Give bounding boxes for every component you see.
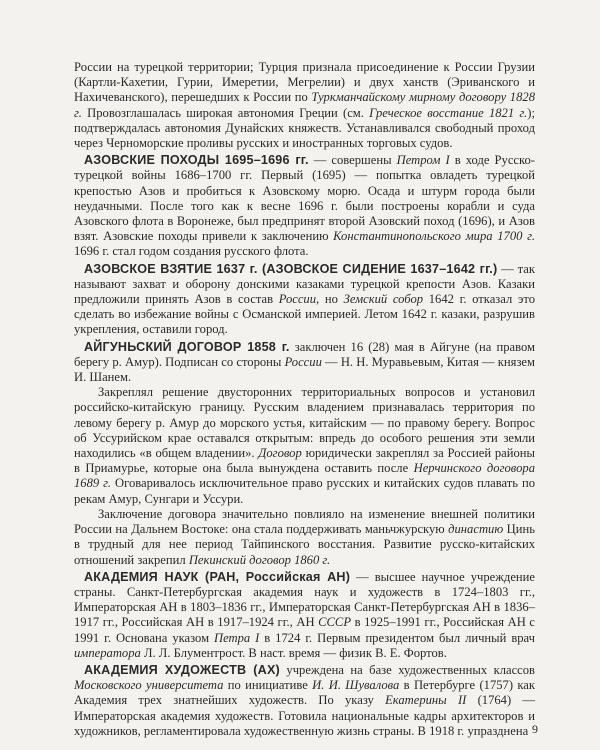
text-run: — Н. Н. Муравьевым, Китая — князем И. Шанем. (74, 354, 535, 385)
paragraph (74, 60, 535, 151)
text-run: 1642 г. отказал это сделать во избежание войны с Османской империей. Летом 1642 г. казаки, разрушив укрепления, оставили город. (74, 292, 535, 337)
entry-headword: АЗОВСКИЕ ПОХОДЫ 1695–1696 гг. (84, 153, 309, 168)
italic-reference: Пекинский договор 1860 г. (188, 552, 331, 567)
italic-reference: России (284, 354, 322, 369)
text-run: (1764) — Императорская академия художеств. Готовила национальные кадры архитекторов и художников, регламентировала художественную жизнь страны. В 1918 г. упразднена (74, 693, 535, 738)
italic-reference: И. И. Шувалова (312, 678, 400, 693)
paragraph (74, 385, 535, 507)
text-run: Л. Л. Блументрост. В наст. время — физик В. Е. Фортов. (140, 645, 447, 660)
text-run: Закреплял решение двусторонних территориальных вопросов и установил российско-китайскую границу. Русским владением признавалась территория по левому берегу р. Амур до морского устья, китайским — по правому берегу. Вопрос об Уссурийском крае оставался открытым: впредь до особого решения эти земли находились «в общем владении». (74, 385, 535, 461)
italic-reference: Нерчинского договора 1689 г. (74, 461, 535, 491)
italic-reference: Земский собор (343, 292, 424, 307)
page-text (74, 60, 535, 739)
page-number: 9 (532, 722, 538, 736)
text-run: — совершены (308, 153, 397, 168)
text-run: , но (316, 292, 344, 307)
text-run: — высшее научное учреждение страны. Санкт-Петербургская академия наук и художеств в 1724–1803 гг., Императорская АН в 1803–1836 гг., Императорская Санкт-Петербургская АН в 1836–1917 гг., Российская АН в 1917–1924 гг., АН (74, 569, 535, 630)
italic-reference: Греческое восстание 1821 г. (369, 105, 528, 120)
text-run: Цинь в трудный для нее период Тайпинского восстания. Развитие русско-китайских отношений закрепил (74, 522, 535, 567)
text-run: — так называют захват и оборону донскими казаками турецкой крепости Азов. Казаки предложили принять Азов в состав (74, 261, 535, 307)
dictionary-entry (74, 153, 535, 259)
text-run: Заключение договора значительно повлияло на изменение внешней политики России на Дальнем Востоке: она стала поддерживать маньчжурскую (74, 506, 535, 537)
italic-reference: России (278, 292, 317, 307)
text-run: юридически закреплял за Россией районы в Приамурье, которые она была вынуждена оставить после (74, 446, 535, 476)
entry-headword: АЙГУНЬСКИЙ ДОГОВОР 1858 г. (84, 339, 290, 354)
entry-headword: АЗОВСКОЕ ВЗЯТИЕ 1637 г. (АЗОВСКОЕ СИДЕНИЕ 1637–1642 гг.) (84, 261, 498, 276)
paragraph (74, 507, 535, 568)
italic-reference: СССР (318, 615, 352, 630)
text-run: в 1925–1991 гг., Российская АН с 1991 г. Основана указом (74, 615, 535, 645)
italic-reference: Петром I (396, 153, 450, 168)
text-run: по инициативе (223, 678, 313, 693)
italic-reference: Туркманчайскому мирному договору 1828 г. (74, 90, 535, 120)
italic-reference: Екатерины II (385, 693, 467, 708)
italic-reference: Константинопольского мира 1700 г. (333, 229, 535, 244)
dictionary-entry (74, 663, 535, 739)
text-run: Оговаривалось исключительное право русских и китайских судов плавать по рекам Амур, Сунгари и Уссури. (74, 476, 535, 506)
italic-reference: Московского университета (74, 678, 224, 693)
entry-headword: АКАДЕМИЯ НАУК (РАН, Российская АН) (84, 569, 351, 584)
text-run: в Петербурге (1757) как Академия трех знатнейших художеств. По указу (74, 678, 535, 708)
italic-reference: династию (448, 522, 504, 537)
dictionary-entry (74, 262, 535, 338)
italic-reference: Петра I (214, 630, 260, 645)
text-run: в ходе Русско-турецкой войны 1686–1700 гг. Первый (1695) — попытка овладеть турецкой крепостью Азов и пробиться к Азовскому морю. Осада и штурм города были неудачными. После того как к весне 1696 г. были построены корабли и суда Азовского флота в Воронеже, был предпринят второй Азовский поход (1696), и Азов взят. Азовские походы привели к заключению (74, 153, 535, 244)
text-run: 1696 г. стал годом создания русского флота. (74, 244, 309, 259)
text-run: ); подтверждалась автономия Дунайских княжеств. Устанавливался свободный проход через Черноморские проливы русских и иностранных торговых судов. (74, 105, 535, 151)
text-run: в 1724 г. Первым президентом был личный врач (259, 630, 535, 645)
text-run: России на турецкой территории; Турция признала присоединение к России Грузии (Картли-Кахетии, Гурии, Имеретии, Мегрелии) и двух ханств (Эриванского и Нахичеванского), перешедших к России по (74, 60, 535, 105)
dictionary-entry (74, 570, 535, 661)
text-run: заключен 16 (28) мая в Айгуне (на правом берегу р. Амур). Подписан со стороны (74, 339, 535, 369)
text-run: учреждена на базе художественных классов (279, 662, 535, 677)
dictionary-entry (74, 340, 535, 386)
italic-reference: Договор (258, 446, 302, 461)
text-run: Провозглашалась широкая автономия Греции (см. (81, 105, 370, 120)
italic-reference: императора (74, 645, 141, 660)
entry-headword: АКАДЕМИЯ ХУДОЖЕСТВ (АХ) (84, 662, 280, 677)
